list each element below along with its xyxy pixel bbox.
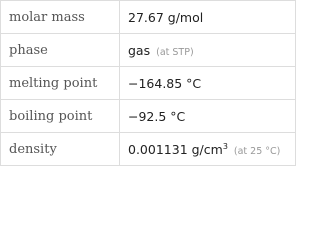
property-value: −164.85 °C: [128, 75, 202, 91]
table-row-boiling-point: [1, 100, 296, 133]
property-label: melting point: [1, 67, 120, 100]
property-value-cell: [120, 100, 296, 133]
property-qualifier: (at 25 °C): [233, 145, 281, 157]
property-value: 27.67 g/mol: [128, 9, 204, 25]
property-qualifier: (at STP): [156, 46, 194, 58]
table-row-molar-mass: [1, 1, 296, 34]
property-label: molar mass: [1, 1, 120, 34]
property-label: density: [1, 133, 120, 166]
table-row-density: [1, 133, 296, 166]
table-row-melting-point: [1, 67, 296, 100]
property-label: phase: [1, 34, 120, 67]
property-value-cell: [120, 67, 296, 100]
property-value-cell: [120, 1, 296, 34]
property-label: boiling point: [1, 100, 120, 133]
property-value: 0.001131 g/cm: [128, 141, 223, 157]
property-value: gas: [128, 42, 151, 58]
table-row-phase: [1, 34, 296, 67]
property-value-cell: [120, 133, 296, 166]
unit-exponent: 3: [222, 141, 228, 151]
property-value-cell: [120, 34, 296, 67]
property-value: −92.5 °C: [128, 108, 186, 124]
